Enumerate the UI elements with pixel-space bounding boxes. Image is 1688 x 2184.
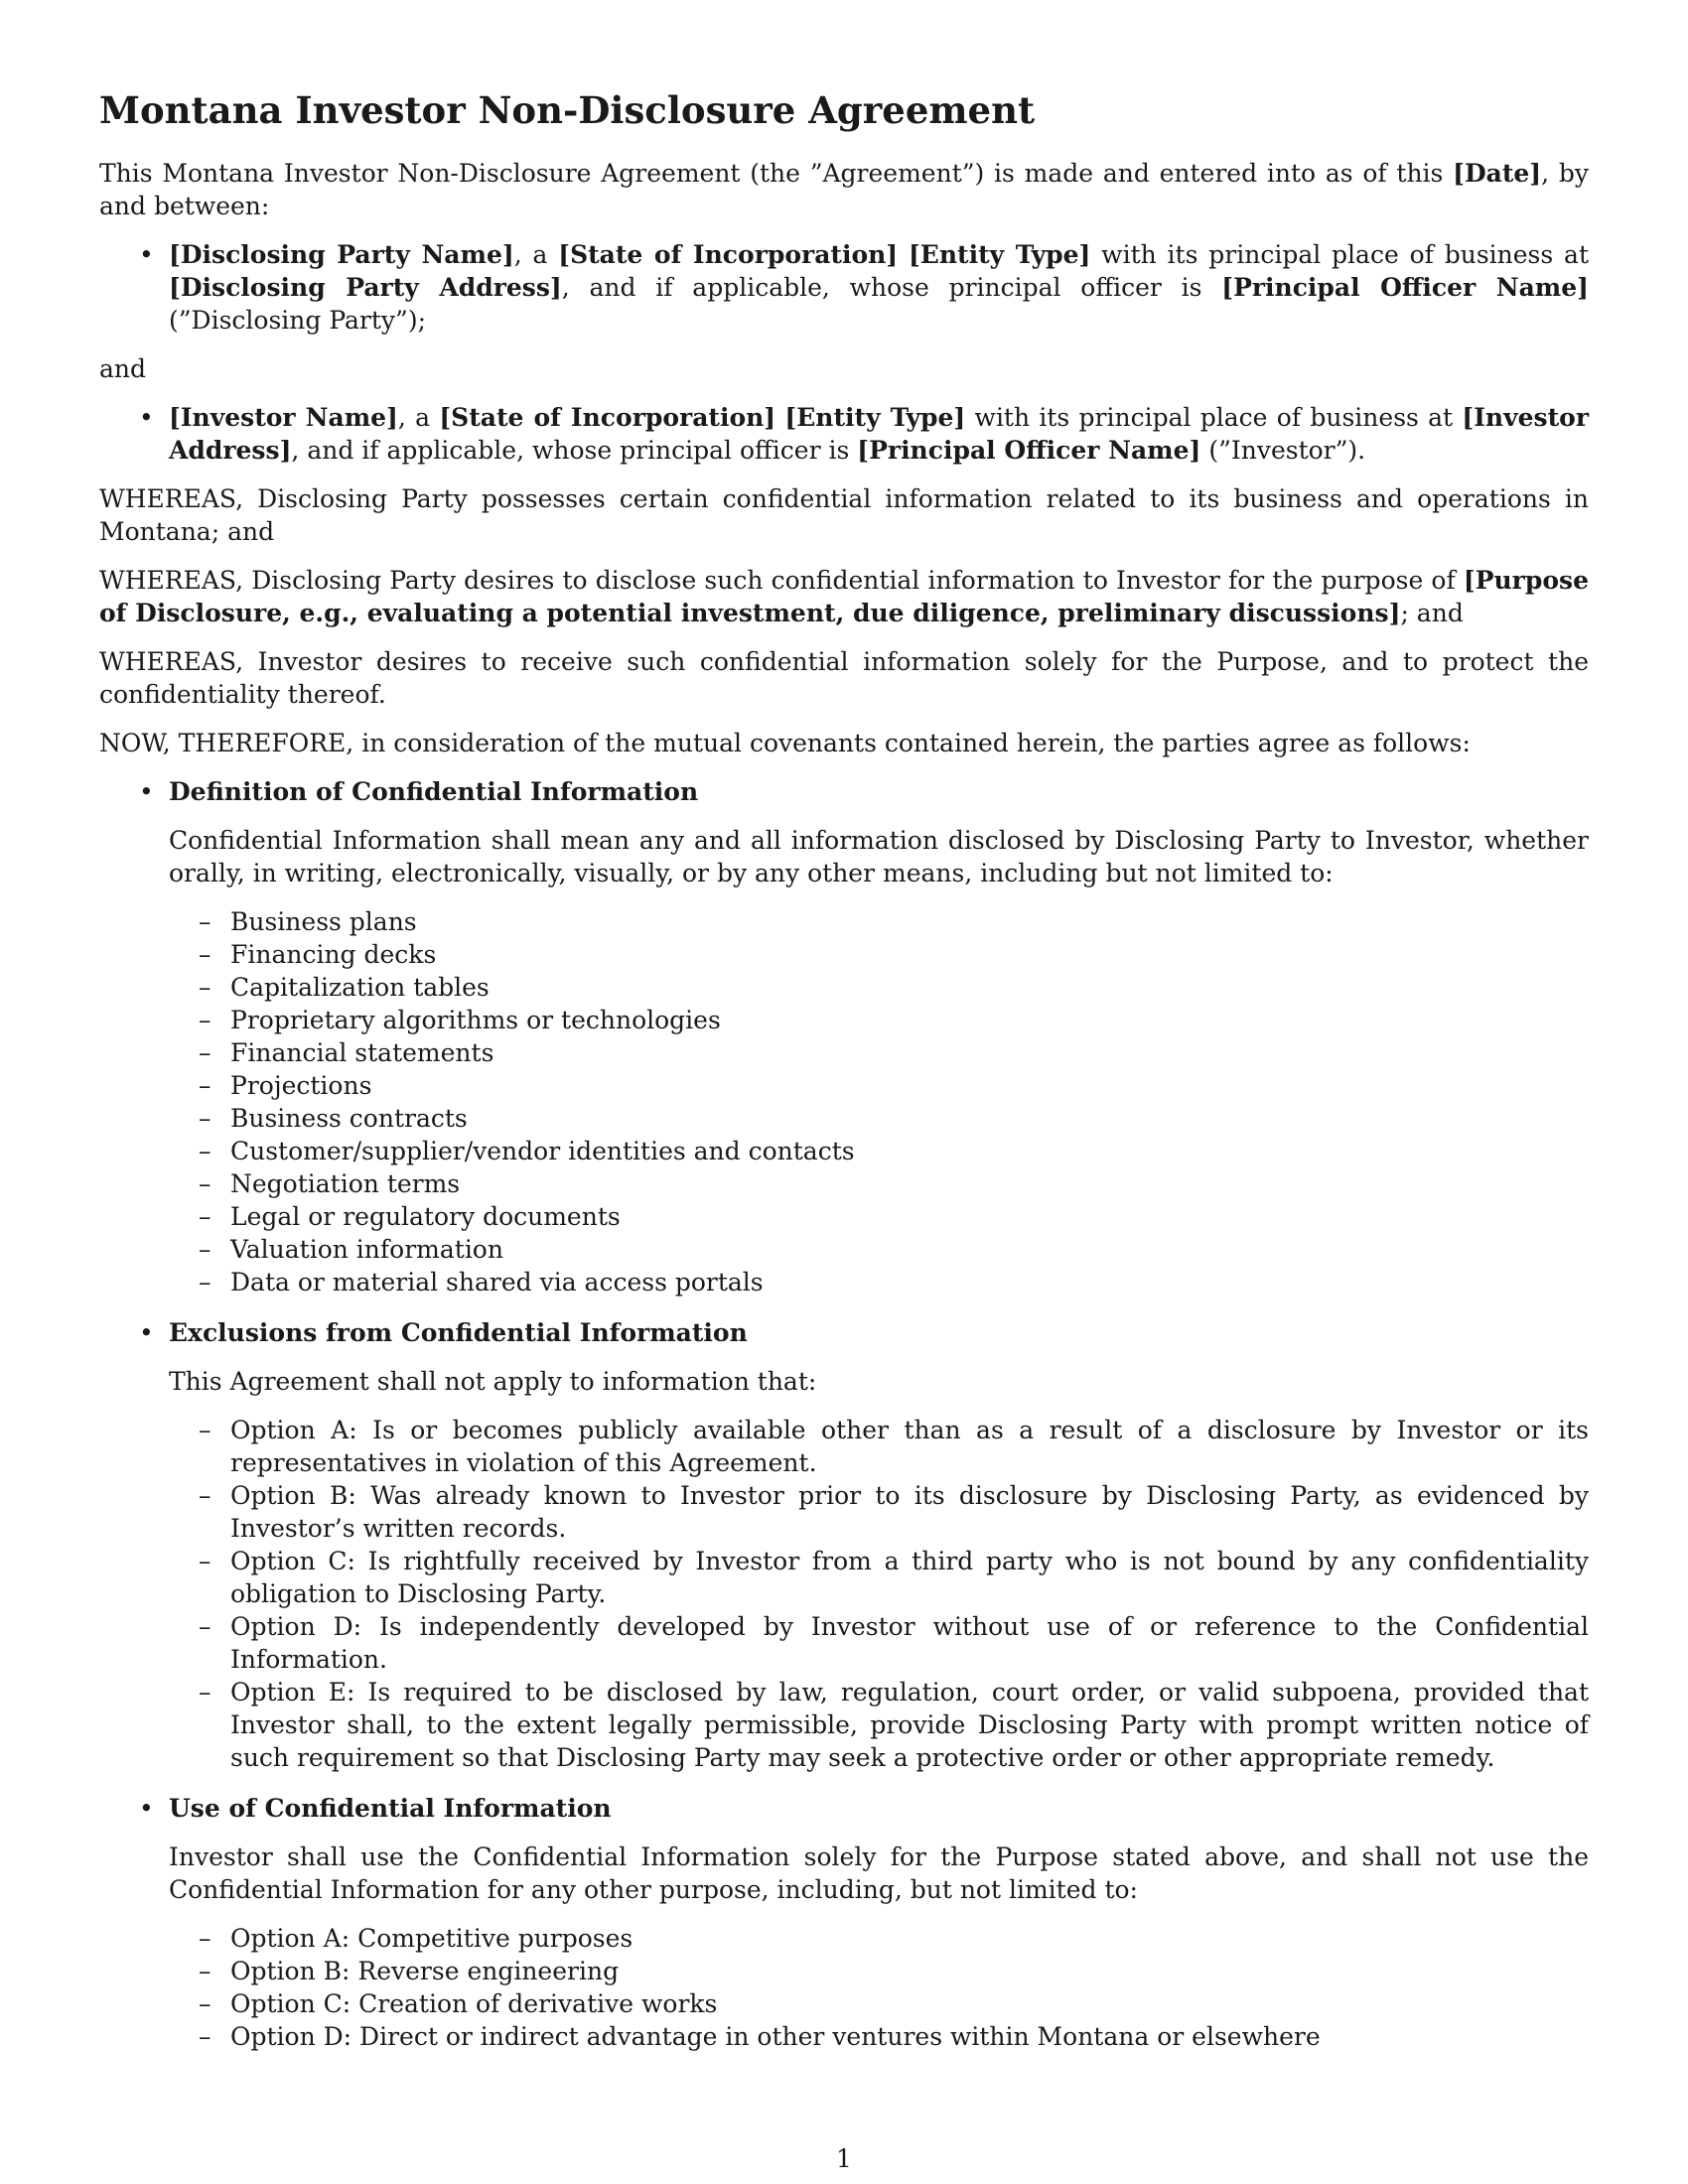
- party-text: with its principal place of business at: [1090, 240, 1590, 270]
- principal-officer-placeholder: [Principal Officer Name]: [857, 436, 1201, 466]
- definition-list: [169, 905, 1589, 1298]
- section-title: • Definition of Confidential Information: [169, 777, 699, 807]
- section-exclusions: [99, 1316, 1589, 1774]
- list-item: – Business plans: [169, 905, 1589, 938]
- entity-type-placeholder: [Entity Type]: [908, 240, 1091, 270]
- whereas-text-end: ; and: [1400, 599, 1464, 628]
- list-item: – Option B: Was already known to Investor prior to its disclosure by Disclosing Party, as evidenced by Investor’s written records.: [169, 1479, 1589, 1545]
- party-text: [898, 240, 909, 269]
- date-placeholder: [Date]: [1453, 159, 1542, 189]
- exclusions-list: [169, 1414, 1589, 1774]
- and-connector: and: [99, 354, 147, 384]
- principal-officer-placeholder: [Principal Officer Name]: [1221, 273, 1589, 303]
- list-item: – Option C: Creation of derivative works: [169, 1987, 1589, 2020]
- investor-address-placeholder: [Investor Address]: [169, 403, 1589, 466]
- list-item: – Option D: Direct or indirect advantage in other ventures within Montana or elsewhere: [169, 2020, 1589, 2053]
- section-body: Confidential Information shall mean any and all information disclosed by Disclosing Party to Investor, whether orally, in writing, electronically, visually, or by any other means, including but not limited to:: [169, 826, 1589, 888]
- disclosing-party-item: [99, 238, 1589, 337]
- list-item: – Financial statements: [169, 1036, 1589, 1069]
- intro-paragraph: [99, 157, 1589, 222]
- state-placeholder: [State of Incorporation]: [558, 240, 899, 270]
- entity-type-placeholder: [Entity Type]: [784, 403, 966, 433]
- list-item: – Valuation information: [169, 1233, 1589, 1266]
- list-item: – Capitalization tables: [169, 971, 1589, 1004]
- section-title: • Exclusions from Confidential Information: [169, 1318, 748, 1348]
- intro-text-end: , by and between:: [99, 159, 1589, 221]
- list-item: – Option C: Is rightfully received by Investor from a third party who is not bound by any confidentiality obligation to Disclosing Party.: [169, 1545, 1589, 1610]
- use-list: [169, 1922, 1589, 2053]
- party-text: with its principal place of business at: [965, 403, 1463, 433]
- agreement-sections: [99, 775, 1589, 2053]
- whereas-text: WHEREAS, Disclosing Party desires to disclose such confidential information to Investor for the purpose of: [99, 566, 1464, 596]
- section-title: • Use of Confidential Information: [169, 1794, 612, 1824]
- whereas-paragraph-2: [99, 564, 1589, 629]
- party-text: , and if applicable, whose principal officer is: [291, 436, 858, 466]
- investor-party-list: [99, 401, 1589, 467]
- party-text: (”Disclosing Party”);: [169, 306, 427, 336]
- section-definition: [99, 775, 1589, 1298]
- list-item: – Option E: Is required to be disclosed by law, regulation, court order, or valid subpoena, provided that Investor shall, to the extent legally permissible, provide Disclosing Party with prompt written notice of such requirement so that Disclosing Party may seek a protective order or other appropriate remedy.: [169, 1676, 1589, 1774]
- party-text: , and if applicable, whose principal officer is: [561, 273, 1222, 303]
- list-item: – Financing decks: [169, 938, 1589, 971]
- whereas-paragraph-1: WHEREAS, Disclosing Party possesses certain confidential information related to its business and operations in Montana; and: [99, 484, 1589, 547]
- disclosing-party-list: [99, 238, 1589, 337]
- disclosing-party-address-placeholder: [Disclosing Party Address]: [169, 273, 562, 303]
- section-body: Investor shall use the Confidential Information solely for the Purpose stated above, and shall not use the Confidential Information for any other purpose, including, but not limited to:: [169, 1843, 1589, 1905]
- list-item: – Data or material shared via access portals: [169, 1266, 1589, 1298]
- now-therefore-paragraph: NOW, THEREFORE, in consideration of the mutual covenants contained herein, the parties agree as follows:: [99, 729, 1471, 758]
- list-item: – Legal or regulatory documents: [169, 1200, 1589, 1233]
- page-number: 1: [836, 2144, 852, 2173]
- disclosing-party-name-placeholder: [Disclosing Party Name]: [169, 240, 514, 270]
- party-text: (”Investor”).: [1200, 436, 1366, 466]
- section-body: This Agreement shall not apply to information that:: [169, 1367, 817, 1397]
- list-item: – Negotiation terms: [169, 1167, 1589, 1200]
- intro-text: This Montana Investor Non-Disclosure Agreement (the ”Agreement”) is made and entered into as of this: [99, 159, 1454, 189]
- list-item: – Proprietary algorithms or technologies: [169, 1004, 1589, 1036]
- list-item: – Business contracts: [169, 1102, 1589, 1135]
- document-title: Montana Investor Non-Disclosure Agreement: [99, 88, 1036, 132]
- party-text: , a: [513, 240, 559, 270]
- list-item: – Option D: Is independently developed by Investor without use of or reference to the Confidential Information.: [169, 1610, 1589, 1676]
- investor-name-placeholder: [Investor Name]: [169, 403, 398, 433]
- list-item: – Option A: Is or becomes publicly available other than as a result of a disclosure by Investor or its representatives in violation of this Agreement.: [169, 1414, 1589, 1479]
- party-text: , a: [397, 403, 440, 433]
- list-item: – Option A: Competitive purposes: [169, 1922, 1589, 1955]
- whereas-paragraph-3: WHEREAS, Investor desires to receive such confidential information solely for the Purpose, and to protect the confidentiality thereof.: [99, 647, 1589, 710]
- list-item: – Projections: [169, 1069, 1589, 1102]
- state-placeholder: [State of Incorporation]: [439, 403, 776, 433]
- investor-party-item: [99, 401, 1589, 467]
- purpose-placeholder: [Purpose of Disclosure, e.g., evaluating a potential investment, due diligence, preliminary discussions]: [99, 566, 1589, 628]
- section-use: [99, 1792, 1589, 2053]
- list-item: – Customer/supplier/vendor identities and contacts: [169, 1135, 1589, 1167]
- list-item: – Option B: Reverse engineering: [169, 1955, 1589, 1987]
